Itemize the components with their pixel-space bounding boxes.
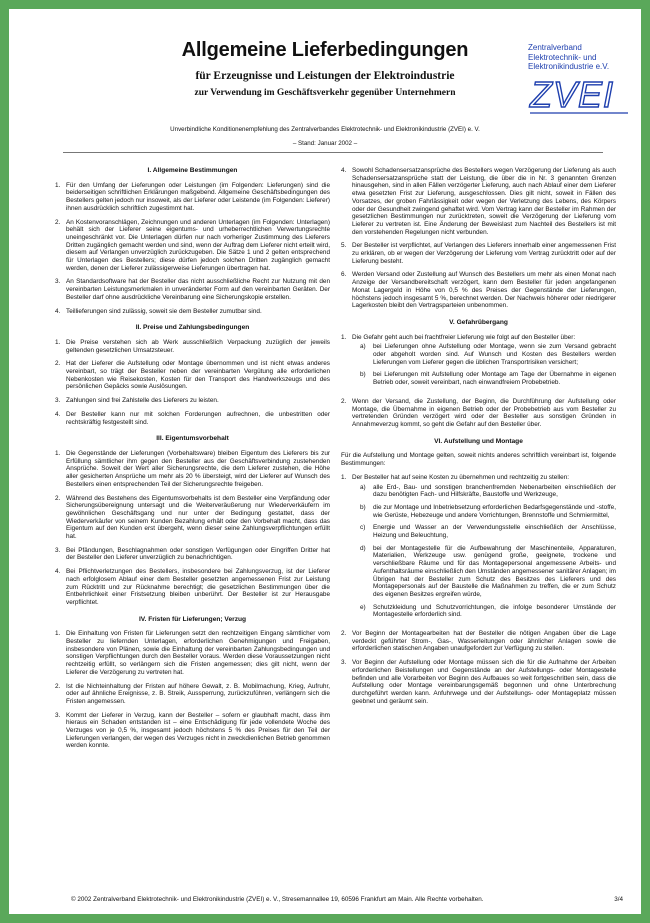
item-number: 3. (55, 278, 61, 286)
item-text (352, 167, 616, 236)
item-number: 6. (341, 271, 347, 279)
item-text (66, 450, 330, 489)
item-text (66, 495, 330, 541)
sub-item (360, 371, 616, 386)
left-column (55, 167, 330, 756)
item-number: 1. (341, 473, 347, 481)
item-text (66, 712, 330, 751)
list-item (55, 712, 330, 751)
item-text (66, 547, 330, 562)
logo-line-3: Elektronikindustrie e.V. (528, 62, 610, 71)
list-item (55, 547, 330, 562)
item-number: 5. (341, 242, 347, 250)
item-number: 2. (55, 682, 61, 690)
list-item (55, 568, 330, 607)
sub-item-text: alle Erd-, Bau- und sonstigen branchenfremden Nebenarbeiten einschließlich der dazu benötigten Fach- und Hilfskräfte, Baustoffe und Werkzeuge, (373, 483, 616, 499)
list-item (55, 450, 330, 489)
item-text (66, 360, 330, 391)
sub-item (360, 343, 616, 366)
list-item (55, 182, 330, 213)
item-number: 2. (341, 397, 347, 405)
item-number: 1. (55, 449, 61, 457)
item-number: 3. (55, 546, 61, 554)
sub-item-text: bei Lieferungen mit Aufstellung oder Montage am Tage der Übernahme in eigenen Betrieb oder, soweit vereinbart, nach einwandfreiem Probebetrieb. (373, 371, 616, 387)
section-heading: IV. Fristen für Lieferungen; Verzug (138, 615, 247, 623)
item-number: 4. (341, 167, 347, 174)
list-item (341, 474, 616, 624)
item-body: An Kostenvoranschlägen, Zeichnungen und anderen Unterlagen (im Folgenden: Unterlagen) behält sich der Lieferer seine eigentums- und urheberrechtlichen Verwertungsrechte uneingeschränkt vor. Die Unterlagen dürfen nur nach vorheriger Zustimmung des Lieferers Dritten zugänglich gemacht werden und sind, wenn der Auftrag dem Lieferer nicht erteilt wird, diesem auf Verlangen unverzüglich zurückzugeben. Die Sätze 1 und 2 gelten entsprechend für Unterlagen des Bestellers; diese dürfen jedoch solchen Dritten zugänglich gemacht werden, denen der Lieferer zulässigerweise Lieferungen übertragen hat. (66, 218, 330, 272)
section-intro: Für die Aufstellung und Montage gelten, soweit nichts anderes schriftlich vereinbart ist, folgende Bestimmungen: (341, 452, 616, 468)
sub-item-letter: d) (360, 544, 366, 552)
document-subtitle: für Erzeugnisse und Leistungen der Elektroindustrie (195, 70, 455, 82)
item-body: Während des Bestehens des Eigentumsvorbehalts ist dem Besteller eine Verpfändung oder Sicherungsübereignung untersagt und die Weiterveräußerung nur Wiederverkäufern im gewöhnlichen Geschäftsgang und nur unter der Bedingung gestattet, dass der Wiederverkäufer von seinem Kunden Bezahlung erhält oder den Vorbehalt macht, dass das Eigentum auf den Kunden erst übergeht, wenn dieser seine Zahlungsverpflichtungen erfüllt hat. (66, 494, 330, 541)
item-body: Teillieferungen sind zulässig, soweit sie dem Besteller zumutbar sind. (66, 307, 262, 315)
list-item (55, 683, 330, 706)
list-item (55, 397, 330, 405)
footer-copyright: © 2002 Zentralverband Elektrotechnik- und Elektronikindustrie (ZVEI) e. V., Stresemannallee 19, 60596 Frankfurt am Main. Alle Rechte vorbehalten. (71, 896, 484, 903)
list-item (341, 398, 616, 429)
list-item (55, 360, 330, 391)
sub-item-text: Schutzkleidung und Schutzvorrichtungen, die infolge besonderer Umstände der Montagestelle erforderlich sind. (373, 603, 616, 619)
item-body: Ist die Nichteinhaltung der Fristen auf höhere Gewalt, z. B. Mobilmachung, Krieg, Aufruhr, oder auf ähnliche Ereignisse, z. B. Streik, Aussperrung, zurückzuführen, verlängern sich die Fristen angemessen. (66, 682, 330, 705)
item-number: 1. (55, 630, 61, 638)
item-number: 4. (55, 307, 61, 315)
item-text (352, 630, 616, 653)
zvei-wordmark-icon (528, 73, 636, 115)
item-number: 3. (55, 711, 61, 719)
sub-item-text: Energie und Wasser an der Verwendungsstelle einschließlich der Anschlüsse, Heizung und Beleuchtung, (373, 524, 616, 540)
item-number: 2. (55, 360, 61, 368)
sub-item-letter: a) (360, 343, 366, 351)
logo-line-2: Elektrotechnik- und (528, 52, 597, 62)
sub-item-letter: e) (360, 603, 366, 611)
list-item (341, 630, 616, 653)
item-body: Hat der Lieferer die Aufstellung oder Montage übernommen und ist nicht etwas anderes vereinbart, so trägt der Besteller neben der vereinbarten Vergütung alle erforderlichen Nebenkosten wie Reisekosten, Kosten für den Transport des Handwerkszeugs und des persönlichen Gepäcks sowie Auslösungen. (66, 360, 330, 391)
item-body: Bei Pflichtverletzungen des Bestellers, insbesondere bei Zahlungsverzug, ist der Lieferer nach erfolglosem Ablauf einer dem Besteller gesetzten angemessenen Frist zur Leistung zum Rücktritt und zur Rücknahme berechtigt; die gesetzlichen Bestimmungen über die Entbehrlichkeit einer Fristsetzung bleiben unberührt. Der Besteller ist zur Herausgabe verpflichtet. (66, 568, 330, 606)
item-body: Zahlungen sind frei Zahlstelle des Lieferers zu leisten. (66, 397, 219, 405)
item-body: Der Besteller hat auf seine Kosten zu übernehmen und rechtzeitig zu stellen: (352, 473, 570, 481)
sub-item-letter: b) (360, 503, 366, 511)
section-heading: V. Gefahrübergang (449, 318, 508, 326)
item-text (66, 630, 330, 676)
item-text (352, 334, 616, 392)
item-body: Vor Beginn der Montagearbeiten hat der Besteller die nötigen Angaben über die Lage verdeckt geführter Strom-, Gas-, Wasserleitungen oder ähnlicher Anlagen sowie die erforderlichen statischen Angaben unaufgefordert zur Verfügung zu stellen. (352, 630, 616, 653)
list-item (341, 242, 616, 265)
item-body: An Standardsoftware hat der Besteller das nicht ausschließliche Recht zur Nutzung mit den vereinbarten Leistungsmerkmalen in unveränderter Form auf den vereinbarten Geräten. Der Besteller darf ohne ausdrückliche Vereinbarung eine Sicherungskopie erstellen. (66, 278, 330, 301)
sub-item (360, 484, 616, 499)
right-column (341, 167, 616, 711)
sub-item (360, 604, 616, 619)
recommendation-note: Unverbindliche Konditionenempfehlung des Zentralverbandes Elektrotechnik- und Elektronikindustrie (ZVEI) e. V. (170, 126, 480, 133)
item-number: 2. (55, 218, 61, 226)
item-body: Für den Umfang der Lieferungen oder Leistungen (im Folgenden: Lieferungen) sind die beiderseitigen schriftlichen Erklärungen maßgebend. Allgemeine Geschäftsbedingungen des Bestellers gelten jedoch nur insoweit, als der Lieferer oder Leistende (im Folgenden: Lieferer) ihnen ausdrücklich schriftlich zugestimmt hat. (66, 181, 330, 212)
item-number: 1. (341, 333, 347, 341)
item-text (352, 659, 616, 705)
item-number: 1. (55, 181, 61, 189)
item-body: Die Einhaltung von Fristen für Lieferungen setzt den rechtzeitigen Eingang sämtlicher vom Besteller zu liefernden Unterlagen, erforderlichen Genehmigungen und Freigaben, insbesondere von Plänen, sowie die Einhaltung der vereinbarten Zahlungsbedingungen und sonstigen Verpflichtungen durch den Besteller voraus. Werden diese Voraussetzungen nicht rechtzeitig erfüllt, so verlängern sich die Fristen angemessen; dies gilt nicht, wenn der Lieferer die Verzögerung zu vertreten hat. (66, 630, 330, 676)
sub-item-text: die zur Montage und Inbetriebsetzung erforderlichen Bedarfsgegenstände und -stoffe, wie Gerüste, Hebezeuge und andere Vorrichtungen, Brennstoffe und Schmiermittel, (373, 503, 616, 519)
section-heading: II. Preise und Zahlungsbedingungen (135, 324, 250, 332)
item-text (66, 339, 330, 354)
item-text (352, 474, 616, 624)
sub-item (360, 524, 616, 539)
list-item (55, 219, 330, 273)
item-number: 4. (55, 568, 61, 576)
item-text (66, 683, 330, 706)
list-item (55, 278, 330, 301)
item-body: Kommt der Lieferer in Verzug, kann der Besteller – sofern er glaubhaft macht, dass ihm hieraus ein Schaden entstanden ist – eine Entschädigung für jede vollendete Woche des Verzuges von je 0,5 %, insgesamt jedoch höchstens 5 % des Preises für den Teil der Lieferungen verlangen, der wegen des Verzuges nicht in zweckdienlichen Betrieb genommen werden konnte. (66, 711, 330, 750)
list-item (55, 630, 330, 676)
item-body: Bei Pfändungen, Beschlagnahmen oder sonstigen Verfügungen oder Eingriffen Dritter hat der Besteller den Lieferer unverzüglich zu benachrichtigen. (66, 546, 330, 562)
item-text (66, 411, 330, 426)
item-body: Der Besteller kann nur mit solchen Forderungen aufrechnen, die unbestritten oder rechtskräftig festgestellt sind. (66, 410, 330, 426)
sub-item-letter: a) (360, 483, 366, 491)
item-text (66, 397, 330, 405)
list-item (341, 271, 616, 310)
item-number: 3. (55, 397, 61, 405)
item-text (66, 308, 330, 316)
sub-item (360, 504, 616, 519)
item-number: 2. (341, 630, 347, 638)
item-text (66, 568, 330, 607)
document-subtitle-2: zur Verwendung im Geschäftsverkehr gegenüber Unternehmern (194, 88, 456, 98)
item-body: Die Gefahr geht auch bei frachtfreier Lieferung wie folgt auf den Besteller über: (352, 333, 576, 341)
document-title: Allgemeine Lieferbedingungen (181, 39, 469, 61)
sub-item-letter: b) (360, 371, 366, 379)
zvei-logo (528, 43, 640, 119)
document-sheet (9, 9, 641, 914)
list-item (55, 495, 330, 541)
item-body: Die Preise verstehen sich ab Werk ausschließlich Verpackung zuzüglich der jeweils geltenden gesetzlichen Umsatzsteuer. (66, 338, 330, 354)
section-heading: III. Eigentumsvorbehalt (156, 435, 229, 443)
item-text (352, 398, 616, 429)
item-number: 2. (55, 494, 61, 502)
item-body: Die Gegenstände der Lieferungen (Vorbehaltsware) bleiben Eigentum des Lieferers bis zur Erfüllung sämtlicher ihm gegen den Besteller aus der Geschäftsverbindung zustehenden Ansprüche. Soweit der Wert aller Sicherungsrechte, die dem Lieferer zustehen, die Höhe aller gesicherten Ansprüche um mehr als 20 % übersteigt, wird der Lieferer auf Wunsch des Bestellers einen entsprechenden Teil der Sicherungsrechte freigeben. (66, 449, 330, 488)
item-body: Der Besteller ist verpflichtet, auf Verlangen des Lieferers innerhalb einer angemessenen Frist zu erklären, ob er wegen der Verzögerung der Lieferung vom Vertrag zurücktritt oder auf der Lieferung besteht. (352, 242, 616, 265)
svg-text:ZVEI: ZVEI (530, 74, 615, 115)
list-item (341, 167, 616, 236)
item-text (66, 219, 330, 273)
item-body: Vor Beginn der Aufstellung oder Montage müssen sich die für die Aufnahme der Arbeiten erforderlichen Beistellungen und Gegenstände an der Aufstellungs- oder Montagestelle befinden und alle Vorarbeiten vor Beginn des Aufbaues so weit fortgeschritten sein, dass die Aufstellung oder Montage vereinbarungsgemäß begonnen und ohne Unterbrechung durchgeführt werden kann. Anfuhrwege und der Aufstellungs- oder Montageplatz müssen geebnet und geräumt sein. (352, 659, 616, 705)
item-body: Werden Versand oder Zustellung auf Wunsch des Bestellers um mehr als einen Monat nach Anzeige der Versandbereitschaft verzögert, kann dem Besteller für jeden angefangenen Monat Lagergeld in Höhe von 0,5 % des Preises der Gegenstände der Lieferungen, höchstens jedoch insgesamt 5 %, berechnet werden. Der Nachweis höherer oder niedrigerer Lagerkosten bleibt den Vertragsparteien unbenommen. (352, 271, 616, 310)
section-heading: VI. Aufstellung und Montage (434, 437, 523, 445)
item-text (66, 278, 330, 301)
item-body: Sowohl Schadensersatzansprüche des Bestellers wegen Verzögerung der Lieferung als auch Schadensersatzansprüche statt der Leistung, die über die in Nr. 3 genannten Grenzen hinausgehen, sind in allen Fällen verzögerter Lieferung, auch nach Ablauf einer dem Lieferer etwa gesetzten Frist zur Lieferung, ausgeschlossen. Dies gilt nicht, soweit in Fällen des Vorsatzes, der groben Fahrlässigkeit oder wegen der Verletzung des Lebens, des Körpers oder der Gesundheit zwingend gehaftet wird. Vom Vertrag kann der Besteller im Rahmen der gesetzlichen Bestimmungen nur zurücktreten, soweit die Verzögerung der Lieferung vom Lieferer zu vertreten ist. Eine Änderung der Beweislast zum Nachteil des Bestellers ist mit den vorstehenden Regelungen nicht verbunden. (352, 167, 616, 236)
logo-line-1: Zentralverband (528, 43, 582, 52)
sub-item (360, 545, 616, 599)
list-item (55, 411, 330, 426)
item-text (66, 182, 330, 213)
sub-item-text: bei der Montagestelle für die Aufbewahrung der Maschinenteile, Apparaturen, Materialien, Werkzeuge usw. genügend große, geeignete, trockene und verschließbare Räume und für das Montagepersonal angemessene Arbeits- und Aufenthaltsräume einschließlich den Umständen angemessener sanitärer Anlagen; im Übrigen hat der Besteller zum Schutz des Besitzes des Lieferers und des Montagepersonals auf der Baustelle die Maßnahmen zu treffen, die er zum Schutz des eigenen Besitzes ergreifen würde, (373, 544, 616, 598)
section-heading: I. Allgemeine Bestimmungen (147, 167, 238, 174)
item-body: Wenn der Versand, die Zustellung, der Beginn, die Durchführung der Aufstellung oder Montage, die Übernahme in eigenen Betrieb oder der Probebetrieb aus vom Besteller zu vertretenden Gründen verzögert wird oder der Besteller aus sonstigen Gründen in Annahmeverzug kommt, so geht die Gefahr auf den Besteller über. (352, 397, 616, 428)
sub-item-text: bei Lieferungen ohne Aufstellung oder Montage, wenn sie zum Versand gebracht oder abgeholt worden sind. Auf Wunsch und Kosten des Bestellers werden Lieferungen vom Lieferer gegen die üblichen Transportrisiken versichert; (373, 343, 616, 366)
sub-item-letter: c) (360, 524, 366, 532)
header-divider (63, 152, 603, 153)
stand-date: – Stand: Januar 2002 – (292, 140, 358, 147)
list-item (341, 659, 616, 705)
item-text (352, 271, 616, 310)
list-item (55, 308, 330, 316)
page-number: 3/4 (614, 896, 623, 903)
item-text (352, 242, 616, 265)
list-item (341, 334, 616, 392)
list-item (55, 339, 330, 354)
item-number: 1. (55, 338, 61, 346)
item-number: 3. (341, 659, 347, 667)
item-number: 4. (55, 410, 61, 418)
